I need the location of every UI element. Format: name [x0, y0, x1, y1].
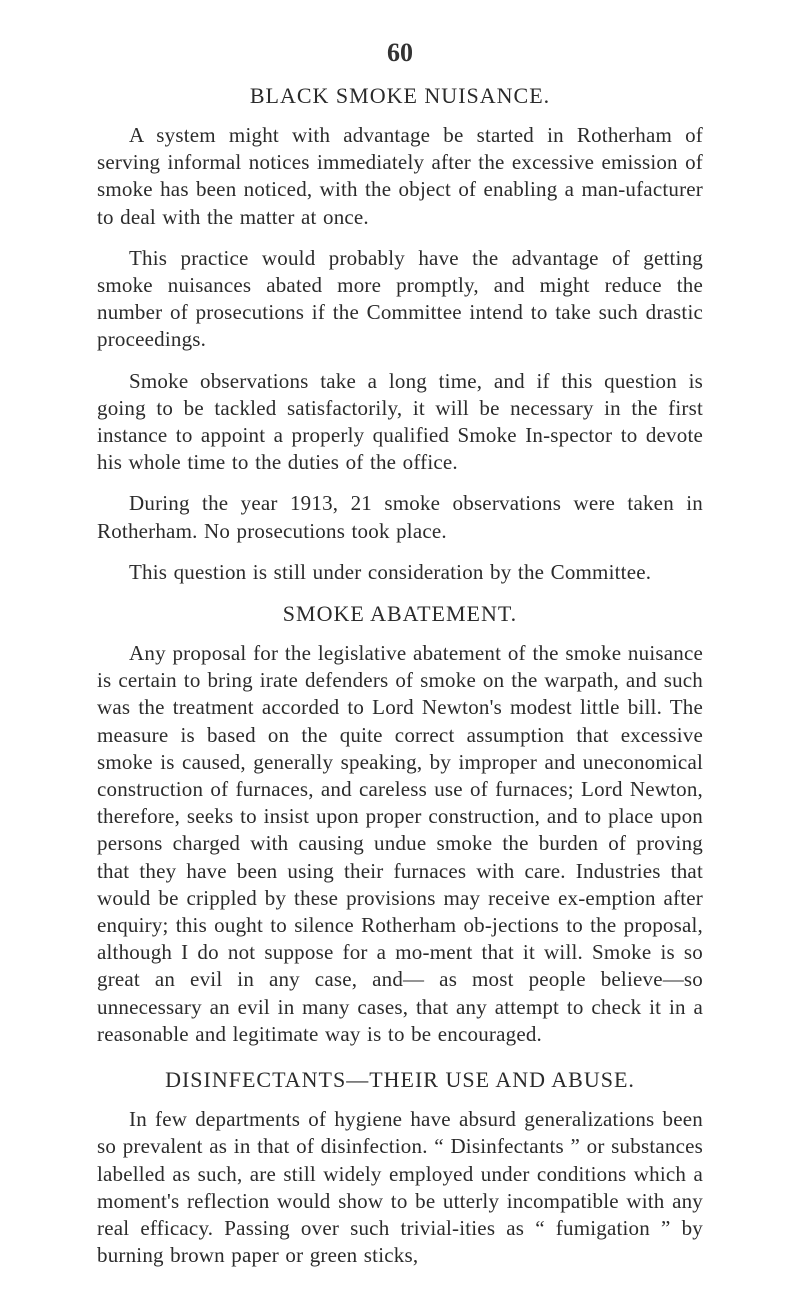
- paragraph: This practice would probably have the advantage of getting smoke nuisances abated more promptly, and might reduce the number of prosecutions if the Committee intend to take such drastic proceedings.: [97, 245, 703, 352]
- heading-disinfectants: DISINFECTANTS—THEIR USE AND ABUSE.: [165, 1067, 635, 1093]
- paragraph: Any proposal for the legislative abatement of the smoke nuisance is certain to bring irate defenders of smoke on the warpath, and such was the treatment accorded to Lord Newton's modest little bill. The measure is based on the quite correct assumption that excessive smoke is caused, generally speaking, by improper and uneconomical construction of furnaces, and careless use of furnaces; Lord Newton, therefore, seeks to insist upon proper construction, and to place upon persons charged with causing undue smoke the burden of proving that they have been using their furnaces with care. Industries that would be crippled by these provisions may receive ex-emption after enquiry; this ought to silence Rotherham ob-jections to the proposal, although I do not suppose for a mo-ment that it will. Smoke is so great an evil in any case, and— as most people believe—so unnecessary an evil in many cases, that any attempt to check it in a reasonable and legitimate way is to be encouraged.: [97, 641, 703, 1046]
- page-body: [97, 82, 703, 1269]
- page-number: 60: [387, 38, 413, 67]
- paragraph: This question is still under consideration by the Committee.: [129, 559, 652, 584]
- heading-black-smoke-nuisance: BLACK SMOKE NUISANCE.: [249, 83, 551, 108]
- paragraph: During the year 1913, 21 smoke observations were taken in Rotherham. No prosecutions took place.: [97, 491, 703, 543]
- heading-smoke-abatement: SMOKE ABATEMENT.: [282, 601, 518, 627]
- paragraph: Smoke observations take a long time, and if this question is going to be tackled satisfactorily, it will be necessary in the first instance to appoint a properly qualified Smoke In-spector to devote his whole time to the duties of the office.: [97, 368, 703, 475]
- paragraph: A system might with advantage be started in Rotherham of serving informal notices immediately after the excessive emission of smoke has been noticed, with the object of enabling a man-ufacturer to deal with the matter at once.: [97, 123, 703, 229]
- paragraph: In few departments of hygiene have absurd generalizations been so prevalent as in that of disinfection. “ Disinfectants ” or substances labelled as such, are still widely employed under conditions which a moment's reflection would show to be utterly incompatible with any real efficacy. Passing over such trivial-ities as “ fumigation ” by burning brown paper or green sticks,: [97, 1107, 703, 1268]
